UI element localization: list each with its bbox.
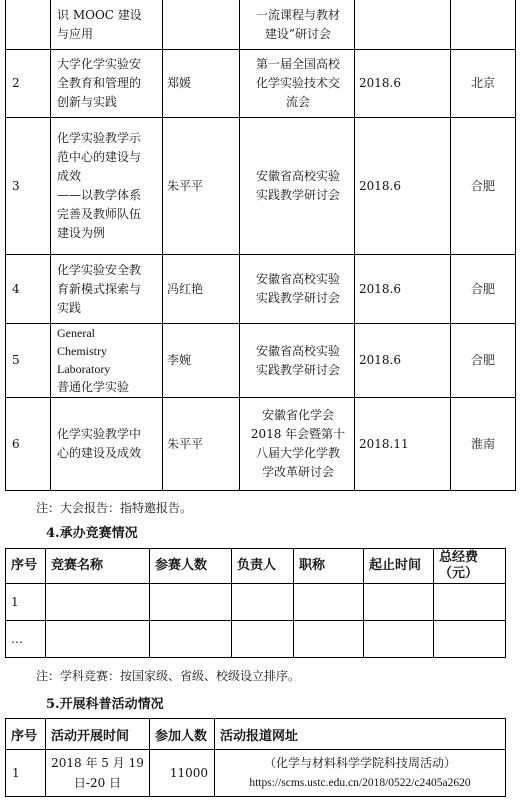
date: 2018.11 [355,398,451,491]
date: 2018.6 [355,50,451,118]
cell [232,584,294,621]
row-number: 1 [6,584,46,621]
cell [434,621,506,658]
conference: 安徽省高校实验 实践教学研讨会 [240,324,355,398]
report-title: General Chemistry Laboratory 普通化学实验 [51,324,163,398]
participant-count: 11000 [150,750,215,797]
outreach-table [5,718,506,797]
presenter: 朱平平 [163,118,240,255]
table-header-row [6,549,506,584]
place: 淮南 [451,398,516,491]
table-header-row [6,719,506,750]
col-header-participants: 参加人数 [150,719,215,750]
conference: 一流课程与教材 建设”研讨会 [240,0,355,50]
cell [232,621,294,658]
place [451,0,516,50]
col-header-leader: 负责人 [232,549,294,584]
col-header-time: 活动开展时间 [46,719,150,750]
presenter: 朱平平 [163,398,240,491]
presenter [163,0,240,50]
cell [46,584,150,621]
date: 2018.6 [355,255,451,324]
conference: 第一届全国高校 化学实验技术交 流会 [240,50,355,118]
row-number: 4 [6,255,51,324]
row-number: 1 [6,750,46,797]
row-number: 5 [6,324,51,398]
conference: 安徽省高校实验 实践教学研讨会 [240,255,355,324]
section-4-heading: 4.承办竞赛情况 [46,526,138,541]
report-title: 识 MOOC 建设 与应用 [51,0,163,50]
report-title: 化学实验安全教 育新模式探索与 实践 [51,255,163,324]
place: 北京 [451,50,516,118]
table-row [6,118,516,255]
report-url: （化学与材料科学学院科技周活动） https://scms.ustc.edu.cn/2018/0522/c2405a2620 [215,750,506,797]
date: 2018.6 [355,324,451,398]
cell [364,584,434,621]
col-header-name: 竞赛名称 [46,549,150,584]
col-header-period: 起止时间 [364,549,434,584]
note-keynote: 注：大会报告：指特邀报告。 [36,501,193,515]
table-row [6,398,516,491]
table-row [6,255,516,324]
col-header-url: 活动报道网址 [215,719,506,750]
place: 合肥 [451,324,516,398]
cell [294,584,364,621]
row-number: … [6,621,46,658]
col-header-no: 序号 [6,549,46,584]
table-row [6,750,506,797]
conference: 安徽省化学会 2018 年会暨第十 八届大学化学教 学改革研讨会 [240,398,355,491]
conference: 安徽省高校实验 实践教学研讨会 [240,118,355,255]
col-header-title: 职称 [294,549,364,584]
report-title: 化学实验教学示 范中心的建设与 成效 ——以教学体系 完善及教师队伍 建设为例 [51,118,163,255]
col-header-funding: 总经费（元） [434,549,506,584]
note-competition: 注：学科竞赛：按国家级、省级、校级设立排序。 [36,669,301,683]
row-number: 2 [6,50,51,118]
report-table [5,0,516,491]
report-title: 大学化学实验安 全教育和管理的 创新与实践 [51,50,163,118]
col-header-participants: 参赛人数 [150,549,232,584]
row-number [6,0,51,50]
cell [294,621,364,658]
presenter: 郑媛 [163,50,240,118]
table-row [6,324,516,398]
table-row [6,584,506,621]
competition-table [5,548,506,658]
row-number: 3 [6,118,51,255]
presenter: 李婉 [163,324,240,398]
section-5-heading: 5.开展科普活动情况 [46,697,164,712]
date: 2018.6 [355,118,451,255]
presenter: 冯红艳 [163,255,240,324]
activity-time: 2018 年 5 月 19 日-20 日 [46,750,150,797]
place: 合肥 [451,118,516,255]
report-title: 化学实验教学中 心的建设及成效 [51,398,163,491]
table-row [6,50,516,118]
cell [434,584,506,621]
cell [150,621,232,658]
date [355,0,451,50]
place: 合肥 [451,255,516,324]
cell [46,621,150,658]
row-number: 6 [6,398,51,491]
cell [150,584,232,621]
table-row [6,0,516,50]
cell [364,621,434,658]
table-row [6,621,506,658]
col-header-no: 序号 [6,719,46,750]
